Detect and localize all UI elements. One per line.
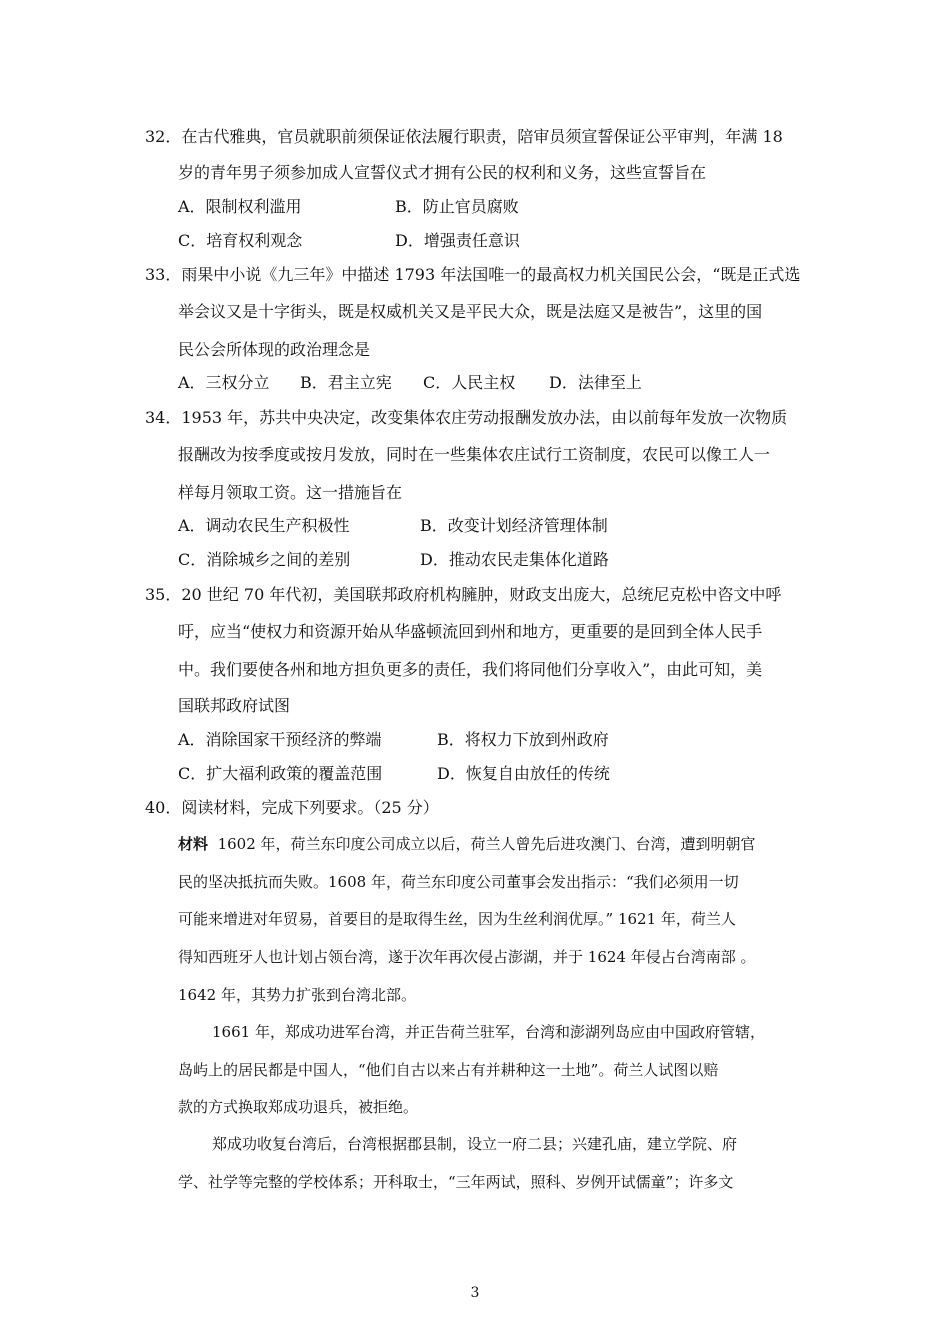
q32-option-c: C．培育权利观念: [178, 231, 303, 250]
q35-stem-line3: 中。我们要使各州和地方担负更多的责任，我们将同他们分享收入”，由此可知，美: [178, 660, 763, 679]
q33-option-c: C．人民主权: [423, 373, 516, 392]
page-number: 3: [470, 1285, 480, 1301]
q34-stem-line1: 34．1953 年，苏共中央决定，改变集体农庄劳动报酬发放办法，由以前每年发放一次物质: [145, 408, 788, 427]
q35-stem-line4: 国联邦政府试图: [178, 696, 291, 715]
q32-stem-line2: 岁的青年男子须参加成人宣誓仪式才拥有公民的权利和义务，这些宣誓旨在: [178, 163, 707, 182]
q33-stem-line3: 民公会所体现的政治理念是: [178, 340, 371, 359]
q34-option-c: C．消除城乡之间的差别: [178, 550, 351, 569]
q34-stem-line2: 报酬改为按季度或按月发放，同时在一些集体农庄试行工资制度，农民可以像工人一: [178, 445, 771, 464]
q33-option-a: A．三权分立: [178, 373, 270, 392]
q34-stem-line3: 样每月领取工资。这一措施旨在: [178, 483, 403, 502]
q33-option-b: B．君主立宪: [300, 373, 392, 392]
q34-option-b: B．改变计划经济管理体制: [420, 516, 608, 535]
q35-option-b: B．将权力下放到州政府: [437, 730, 609, 749]
material-line3: 可能来增进对年贸易，首要目的是取得生丝，因为生丝利润优厚。” 1621 年，荷兰人: [178, 910, 736, 928]
q35-stem-line2: 吁，应当“使权力和资源开始从华盛顿流回到州和地方，更重要的是回到全体人民手: [178, 622, 763, 641]
q32-option-b: B．防止官员腐败: [395, 197, 519, 216]
material-label: 材料: [178, 835, 209, 853]
q33-stem-line1: 33．雨果中小说《九三年》中描述 1793 年法国唯一的最高权力机关国民公会，“既是正式选: [145, 265, 801, 284]
q40-title: 40．阅读材料，完成下列要求。（25 分）: [145, 798, 439, 817]
material-text-1: 1602 年，荷兰东印度公司成立以后，荷兰人曾先后进攻澳门、台湾，遭到明朝官: [217, 835, 756, 853]
q35-option-c: C．扩大福利政策的覆盖范围: [178, 764, 383, 783]
material-para3-line1: 郑成功收复台湾后，台湾根据郡县制，设立一府二县；兴建孔庙，建立学院、府: [212, 1135, 738, 1153]
q35-option-a: A．消除国家干预经济的弊端: [178, 730, 382, 749]
q32-option-d: D．增强责任意识: [395, 231, 520, 250]
material-para2-line1: 1661 年，郑成功进军台湾，并正告荷兰驻军，台湾和澎湖列岛应由中国政府管辖，: [212, 1023, 765, 1041]
material-para2-line3: 款的方式换取郑成功退兵，被拒绝。: [178, 1098, 419, 1116]
q33-option-d: D．法律至上: [549, 373, 642, 392]
q34-option-a: A．调动农民生产积极性: [178, 516, 350, 535]
material-line5: 1642 年，其势力扩张到台湾北部。: [178, 986, 416, 1004]
material-line4: 得知西班牙人也计划占领台湾，遂于次年再次侵占澎湖，并于 1624 年侵占台湾南部 。: [178, 948, 756, 966]
q33-stem-line2: 举会议又是十字街头，既是权威机关又是平民大众，既是法庭又是被告”，这里的国: [178, 302, 763, 321]
q32-option-a: A．限制权利滥用: [178, 197, 302, 216]
q35-option-d: D．恢复自由放任的传统: [437, 764, 610, 783]
material-para2-line2: 岛屿上的居民都是中国人，“他们自古以来占有并耕种这一土地”。荷兰人试图以赔: [178, 1061, 719, 1079]
q35-stem-line1: 35．20 世纪 70 年代初，美国联邦政府机构臃肿，财政支出庞大，总统尼克松中咨文中呼: [145, 585, 782, 604]
q34-option-d: D．推动农民走集体化道路: [420, 550, 609, 569]
material-line1: [178, 834, 756, 854]
material-para3-line2: 学、社学等完整的学校体系；开科取士，“三年两试，照科、岁例开试儒童”；许多文: [178, 1173, 734, 1191]
q32-stem-line1: 32．在古代雅典，官员就职前须保证依法履行职责，陪审员须宣誓保证公平审判，年满 18: [145, 127, 783, 146]
material-line2: 民的坚决抵抗而失败。1608 年，荷兰东印度公司董事会发出指示：“我们必须用一切: [178, 873, 739, 891]
